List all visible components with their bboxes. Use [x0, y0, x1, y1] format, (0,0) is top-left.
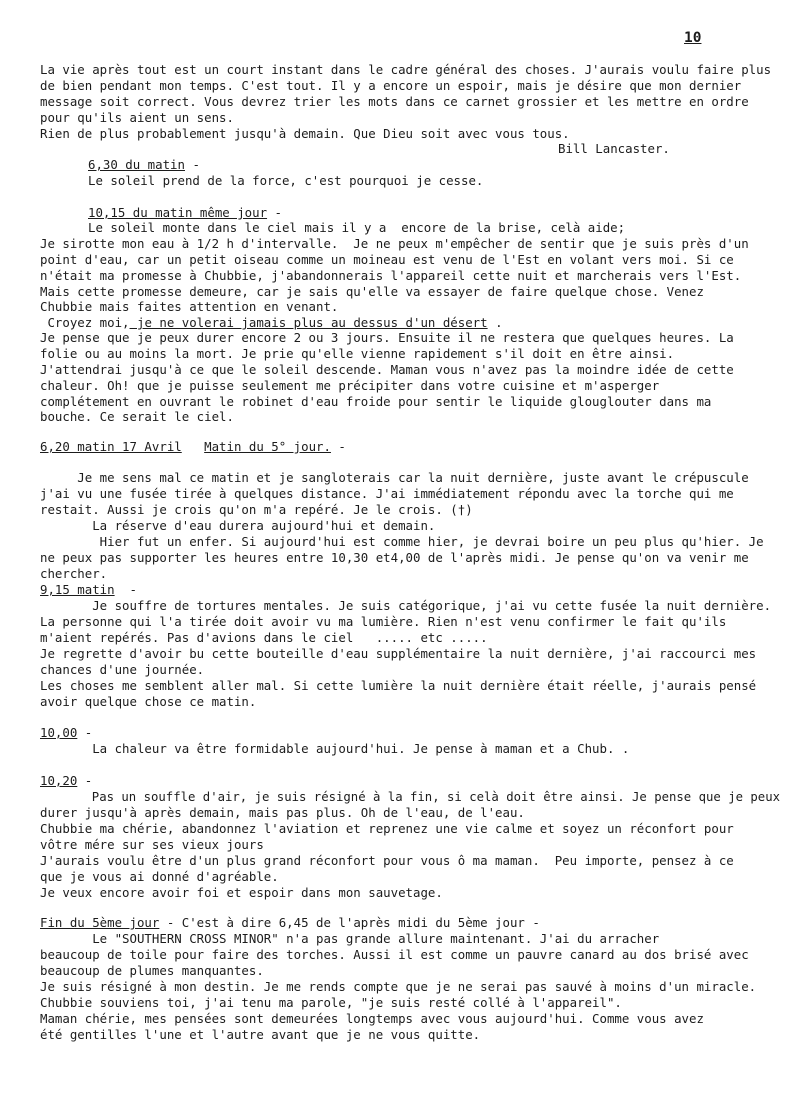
- signature: Bill Lancaster.: [558, 141, 670, 156]
- intro-line: pour qu'ils aient un sens.: [40, 110, 234, 125]
- intro-line: La vie après tout est un court instant dans le cadre général des choses. J'aurais voulu faire plus: [40, 62, 772, 77]
- heading-title: Matin du 5° jour.: [204, 439, 331, 454]
- entry-line: Chubbie mais faites attention en venant.: [40, 299, 339, 314]
- entry-heading: [88, 157, 200, 173]
- heading-dash: -: [114, 582, 137, 597]
- entry-line: Je sirotte mon eau à 1/2 h d'intervalle. Je ne peux m'empêcher de sentir que je suis près d'un: [40, 236, 749, 251]
- entry-line: beaucoup de plumes manquantes.: [40, 963, 264, 978]
- croyez-prefix: Croyez moi,: [40, 315, 130, 330]
- heading-time: 6,30 du matin: [88, 157, 185, 172]
- entry-line: chances d'une journée.: [40, 662, 205, 677]
- entry-line: beaucoup de toile pour faire des torches. Aussi il est comme un pauvre canard au dos brisé avec: [40, 947, 749, 962]
- croyez-underlined: je ne volerai jamais plus au dessus d'un désert: [129, 315, 488, 330]
- entry-heading: [40, 725, 92, 741]
- entry-line: restait. Aussi je crois qu'on m'a repéré. Je le crois. (†): [40, 502, 473, 517]
- entry-text: Le soleil prend de la force, c'est pourquoi je cesse.: [88, 173, 484, 188]
- heading-dash: -: [330, 439, 346, 454]
- entry-line: Je pense que je peux durer encore 2 ou 3 jours. Ensuite il ne restera que quelques heures. La: [40, 330, 734, 345]
- heading-time: 10,00: [40, 725, 78, 740]
- entry-line: m'aient repérés. Pas d'avions dans le ciel ..... etc .....: [40, 630, 488, 645]
- entry-line: ne peux pas supporter les heures entre 10,30 et4,00 de l'après midi. Je pense qu'on va venir me: [40, 550, 749, 565]
- entry-text: La chaleur va être formidable aujourd'hui. Je pense à maman et a Chub. .: [40, 741, 630, 756]
- heading-date: 6,20 matin 17 Avril: [40, 439, 182, 454]
- entry-line: J'aurais voulu être d'un plus grand réconfort pour vous ô ma maman. Peu importe, pensez à ce: [40, 853, 734, 868]
- croyez-suffix: .: [487, 315, 503, 330]
- croyez-line: [40, 315, 503, 331]
- heading-dash: -: [77, 725, 93, 740]
- entry-line: Je regrette d'avoir bu cette bouteille d'eau supplémentaire la nuit dernière, j'ai raccourci mes: [40, 646, 757, 661]
- entry-line: Je suis résigné à mon destin. Je me rends compte que je ne serai pas sauvé à moins d'un miracle.: [40, 979, 757, 994]
- entry-line: chercher.: [40, 566, 108, 581]
- entry-line: n'était ma promesse à Chubbie, j'abandonnerais l'appareil cette nuit et marcherais vers l'Est.: [40, 268, 742, 283]
- entry-line: avoir quelque chose ce matin.: [40, 694, 257, 709]
- entry-heading: [88, 205, 282, 221]
- intro-line: message soit correct. Vous devrez trier les mots dans ce carnet grossier et les mettre en ordre: [40, 94, 749, 109]
- page-number: 10: [684, 30, 702, 46]
- entry-heading: [40, 773, 92, 789]
- entry-line: Je veux encore avoir foi et espoir dans mon sauvetage.: [40, 885, 443, 900]
- heading-rest: - C'est à dire 6,45 de l'après midi du 5ème jour -: [159, 915, 540, 930]
- heading-dash: -: [77, 773, 93, 788]
- entry-line: Pas un souffle d'air, je suis résigné à la fin, si celà doit être ainsi. Je pense que je peux: [40, 789, 781, 804]
- entry-line: bouche. Ce serait le ciel.: [40, 409, 234, 424]
- entry-line: Chubbie ma chérie, abandonnez l'aviation et reprenez une vie calme et soyez un réconfort pour: [40, 821, 734, 836]
- entry-line: Hier fut un enfer. Si aujourd'hui est comme hier, je devrai boire un peu plus qu'hier. Je: [40, 534, 764, 549]
- entry-line: La réserve d'eau durera aujourd'hui et demain.: [40, 518, 436, 533]
- entry-line: Mais cette promesse demeure, car je sais qu'elle va essayer de faire quelque chose. Venez: [40, 284, 704, 299]
- entry-line: vôtre mére sur ses vieux jours: [40, 837, 264, 852]
- entry-line: Je souffre de tortures mentales. Je suis catégorique, j'ai vu cette fusée la nuit dernière.: [40, 598, 772, 613]
- entry-heading: [40, 582, 137, 598]
- intro-line: Rien de plus probablement jusqu'à demain. Que Dieu soit avec vous tous.: [40, 126, 570, 141]
- entry-line: Je me sens mal ce matin et je sangloterais car la nuit dernière, juste avant le crépuscule: [40, 470, 749, 485]
- entry-line: chaleur. Oh! que je puisse seulement me précipiter dans votre cuisine et m'asperger: [40, 378, 660, 393]
- entry-line: La personne qui l'a tirée doit avoir vu ma lumière. Rien n'est venu confirmer le fait qu'ils: [40, 614, 727, 629]
- heading-title: Fin du 5ème jour: [40, 915, 160, 930]
- heading-time: 9,15 matin: [40, 582, 115, 597]
- section-heading: [40, 439, 346, 455]
- heading-dash: -: [184, 157, 200, 172]
- entry-line: folie ou au moins la mort. Je prie qu'elle vienne rapidement s'il doit en être ainsi.: [40, 346, 675, 361]
- entry-heading: [40, 915, 540, 931]
- entry-line: complétement en ouvrant le robinet d'eau froide pour sentir le liquide glouglouter dans ma: [40, 394, 712, 409]
- intro-line: de bien pendant mon temps. C'est tout. Il y a encore un espoir, mais je désire que mon dernier: [40, 78, 742, 93]
- entry-line: été gentilles l'une et l'autre avant que je ne vous quitte.: [40, 1027, 481, 1042]
- entry-line: Maman chérie, mes pensées sont demeurées longtemps avec vous aujourd'hui. Comme vous avez: [40, 1011, 704, 1026]
- entry-line: j'ai vu une fusée tirée à quelques distance. J'ai immédiatement répondu avec la torche qui me: [40, 486, 734, 501]
- heading-time: 10,20: [40, 773, 78, 788]
- entry-line: durer jusqu'à après demain, mais pas plus. Oh de l'eau, de l'eau.: [40, 805, 525, 820]
- entry-line: Le "SOUTHERN CROSS MINOR" n'a pas grande allure maintenant. J'ai du arracher: [40, 931, 660, 946]
- entry-line: Chubbie souviens toi, j'ai tenu ma parole, "je suis resté collé à l'appareil".: [40, 995, 622, 1010]
- entry-line: point d'eau, car un petit oiseau comme un moineau est venu de l'Est en volant vers moi. Si ce: [40, 252, 734, 267]
- heading-time: 10,15 du matin même jour: [88, 205, 268, 220]
- heading-dash: -: [267, 205, 282, 220]
- entry-line: que je vous ai donné d'agréable.: [40, 869, 279, 884]
- entry-line: Le soleil monte dans le ciel mais il y a encore de la brise, celà aide;: [88, 220, 626, 235]
- entry-line: Les choses me semblent aller mal. Si cette lumière la nuit dernière était réelle, j'aurais pensé: [40, 678, 757, 693]
- entry-line: J'attendrai jusqu'à ce que le soleil descende. Maman vous n'avez pas la moindre idée de cette: [40, 362, 734, 377]
